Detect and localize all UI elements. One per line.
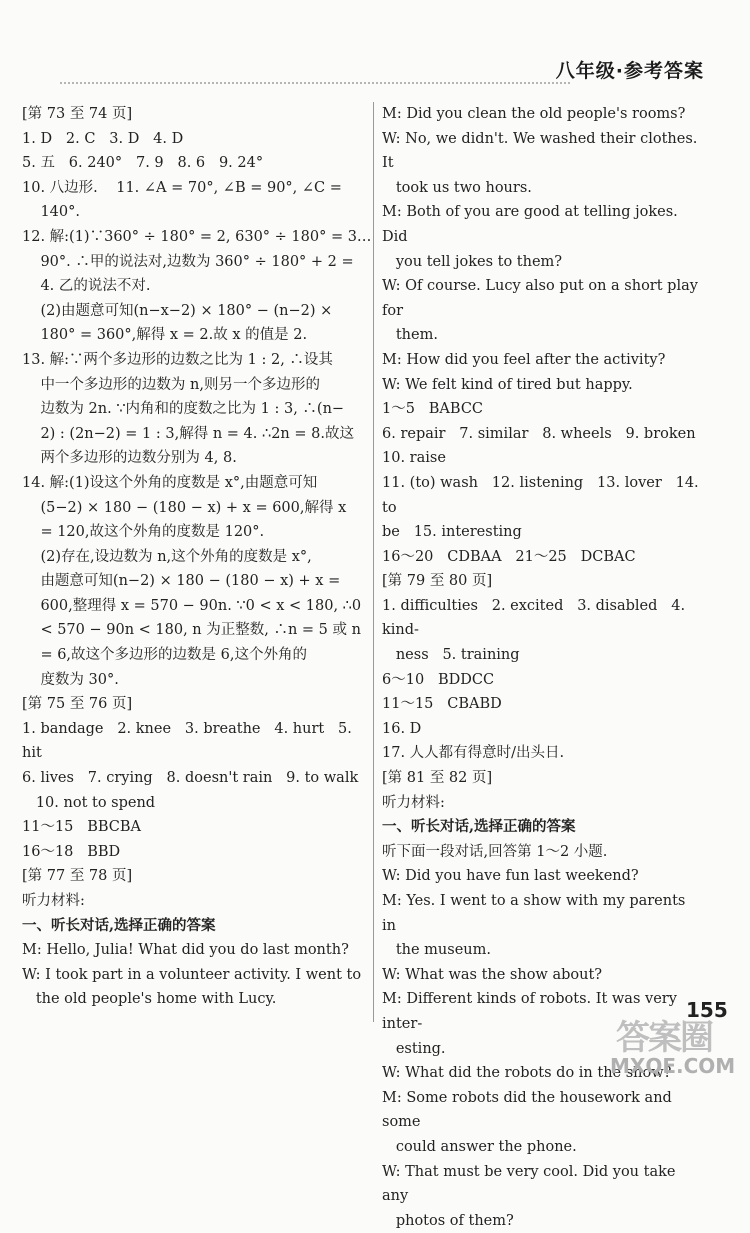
answer-line: 6～10 BDDCC — [382, 671, 495, 688]
answer-line: (2)存在,设边数为 n,这个外角的度数是 x°, — [22, 548, 312, 565]
answer-line: 1. difficulties 2. excited 3. disabled 4. kind- — [382, 597, 690, 639]
answer-line: M: How did you feel after the activity? — [382, 351, 666, 368]
answer-line: 由题意可知(n−2) × 180 − (180 − x) + x = — [22, 573, 341, 590]
answer-line: 度数为 30°. — [22, 671, 119, 688]
answer-line: 180° = 360°,解得 x = 2.故 x 的值是 2. — [22, 327, 308, 344]
answer-line: [第 81 至 82 页] — [382, 770, 493, 787]
answer-line: 17. 人人都有得意时/出头日. — [382, 745, 565, 762]
answer-line: 11～15 CBABD — [382, 696, 502, 713]
answer-line: 听力材料: — [22, 893, 85, 909]
answer-line: 600,整理得 x = 570 − 90n. ∵0 < x < 180, ∴0 — [22, 597, 362, 614]
answer-line: the old people's home with Lucy. — [22, 991, 277, 1008]
answer-line: W: What was the show about? — [382, 966, 603, 983]
answer-line: them. — [382, 327, 438, 344]
answer-line: 4. 乙的说法不对. — [22, 278, 151, 295]
answer-line: M: Some robots did the housework and some — [382, 1089, 677, 1131]
answer-line: 14. 解:(1)设这个外角的度数是 x°,由题意可知 — [22, 474, 318, 491]
answer-line: M: Both of you are good at telling jokes. Did — [382, 204, 683, 245]
answer-line: M: Hello, Julia! What did you do last month? — [22, 942, 349, 959]
answer-line: be 15. interesting — [382, 524, 522, 541]
column-divider — [373, 102, 374, 1022]
answer-line: 10. raise — [382, 450, 446, 467]
answer-line: 11～15 BBCBA — [22, 819, 142, 836]
answer-line: (5−2) × 180 − (180 − x) + x = 600,解得 x — [22, 499, 347, 516]
answer-line: the museum. — [382, 942, 491, 959]
page-header — [30, 48, 720, 84]
answer-line: W: Of course. Lucy also put on a short play for — [382, 278, 703, 319]
answer-line: 1. D 2. C 3. D 4. D — [22, 130, 184, 147]
answer-line: W: What did the robots do in the show? — [382, 1065, 672, 1082]
answer-line: 10. 八边形. 11. ∠A = 70°, ∠B = 90°, ∠C = — [22, 179, 342, 196]
answer-line: (2)由题意可知(n−x−2) × 180° − (n−2) × — [22, 302, 333, 319]
answer-line: 2) : (2n−2) = 1 : 3,解得 n = 4. ∴2n = 8.故这 — [22, 425, 354, 442]
answer-line: M: Different kinds of robots. It was very inter- — [382, 991, 682, 1032]
answer-line: 一、听长对话,选择正确的答案 — [382, 818, 576, 836]
answer-line: M: Yes. I went to a show with my parents in — [382, 893, 690, 934]
watermark-text: 答案圈 — [616, 1018, 712, 1058]
answer-line: 140°. — [22, 204, 80, 221]
answer-line: esting. — [382, 1040, 446, 1057]
answer-line: 1～5 BABCC — [382, 401, 484, 418]
answer-line: ness 5. training — [382, 647, 520, 664]
answer-line: hit — [22, 745, 42, 762]
answer-line: [第 73 至 74 页] — [22, 106, 133, 122]
answer-line: 11. (to) wash 12. listening 13. lover 14. to — [382, 474, 704, 516]
answer-line: M: Did you clean the old people's rooms? — [382, 106, 686, 122]
answer-line: photos of them? — [382, 1212, 514, 1229]
answer-line: could answer the phone. — [382, 1138, 577, 1155]
answer-line: 12. 解:(1)∵360° ÷ 180° = 2, 630° ÷ 180° = 3… — [22, 228, 372, 245]
answer-line: 中一个多边形的边数为 n,则另一个多边形的 — [22, 376, 320, 393]
answer-line: 6. repair 7. similar 8. wheels 9. broken — [382, 425, 696, 442]
header-divider — [60, 82, 570, 84]
watermark-logo — [608, 1000, 750, 1085]
answer-line: 16～20 CDBAA 21～25 DCBAC — [382, 548, 636, 565]
answer-line: 16～18 BBD — [22, 843, 121, 860]
answer-line: W: That must be very cool. Did you take any — [382, 1163, 681, 1205]
answer-line: [第 75 至 76 页] — [22, 696, 133, 713]
page-number: 155 — [686, 998, 728, 1022]
answer-line: [第 79 至 80 页] — [382, 573, 493, 590]
answer-line: [第 77 至 78 页] — [22, 868, 133, 885]
answer-line: 10. not to spend — [22, 794, 156, 811]
answer-line: 两个多边形的边数分别为 4, 8. — [22, 450, 237, 467]
answer-line: W: I took part in a volunteer activity. I went to — [22, 966, 362, 983]
answer-line: 1. bandage 2. knee 3. breathe 4. hurt 5. — [22, 720, 352, 737]
answer-line: 边数为 2n. ∵内角和的度数之比为 1 : 3, ∴(n− — [22, 401, 345, 418]
answer-line: W: No, we didn't. We washed their clothes. It — [382, 130, 702, 172]
answer-line: W: We felt kind of tired but happy. — [382, 376, 633, 393]
answer-line: 6. lives 7. crying 8. doesn't rain 9. to walk — [22, 770, 359, 787]
answer-line: 13. 解:∵两个多边形的边数之比为 1 : 2, ∴设其 — [22, 351, 333, 368]
answer-line: 一、听长对话,选择正确的答案 — [22, 916, 216, 934]
answer-line: 听力材料: — [382, 794, 445, 811]
answer-line: took us two hours. — [382, 179, 532, 196]
answer-line: = 120,故这个外角的度数是 120°. — [22, 524, 265, 541]
answer-line: W: Did you have fun last weekend? — [382, 868, 639, 885]
watermark-url: MXQE.COM — [610, 1054, 736, 1078]
answer-line: you tell jokes to them? — [382, 253, 563, 270]
answer-line: = 6,故这个多边形的边数是 6,这个外角的 — [22, 647, 307, 664]
answer-line: 16. D — [382, 720, 422, 737]
header-title: 八年级·参考答案 — [555, 60, 704, 82]
left-column — [22, 102, 372, 1012]
answer-line: 90°. ∴甲的说法对,边数为 360° ÷ 180° + 2 = — [22, 253, 354, 270]
answer-line: 听下面一段对话,回答第 1～2 小题. — [382, 843, 608, 860]
answer-line: 5. 五 6. 240° 7. 9 8. 6 9. 24° — [22, 155, 264, 172]
answer-line: < 570 − 90n < 180, n 为正整数, ∴n = 5 或 n — [22, 622, 361, 639]
